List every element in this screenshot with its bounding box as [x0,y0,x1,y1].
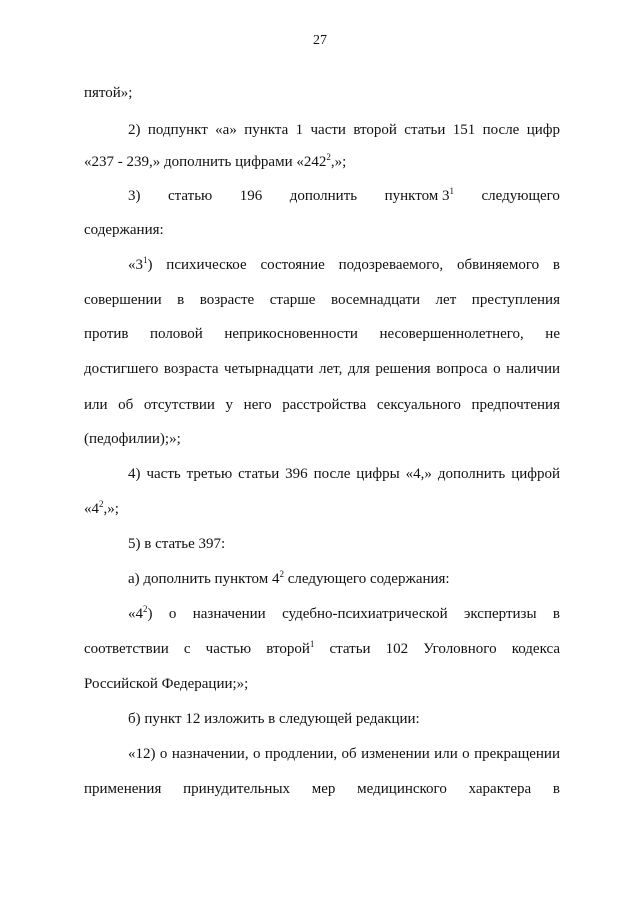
text-line-11 [84,429,560,449]
text-line-7 [84,290,560,310]
text-segment: следующего содержания: [284,571,450,587]
text-line-16 [128,604,560,624]
text-segment: соответствии с частью второй [84,641,310,657]
text-line-15 [128,569,560,589]
text-line-9 [84,359,560,379]
text-segment: статьи 102 Уголовного кодекса [314,641,560,657]
text-segment: 2) подпункт «а» пункта 1 части второй статьи 151 после цифр [128,122,560,138]
text-segment: ) о назначении судебно-психиатрической экспертизы в [147,606,560,622]
text-line-13 [84,499,560,519]
text-word: 3) [128,188,141,204]
text-segment: пятой»; [84,85,133,101]
text-segment: ,»; [330,154,347,170]
superscript: 1 [143,255,148,265]
text-segment: «12) о назначении, о продлении, об изменении или о прекращении [128,746,560,762]
text-segment: пунктом 3 [384,188,450,204]
text-segment: против половой неприкосновенности несовершеннолетнего, не [84,326,560,342]
superscript: 2 [143,604,148,614]
superscript: 1 [449,186,455,196]
text-line-12 [128,464,560,484]
text-segment: совершении в возрасте старше восемнадцати лет преступления [84,292,560,308]
text-segment: Российской Федерации;»; [84,676,249,692]
text-segment: применения принудительных мер медицинского характера в [84,781,560,797]
text-segment: ) психическое состояние подозреваемого, обвиняемого в [147,257,560,273]
superscript: 2 [326,152,331,162]
text-line-21 [84,779,560,799]
text-line-20 [128,744,560,764]
text-segment: «237 - 239,» дополнить цифрами «242 [84,154,327,170]
text-line-8 [84,324,560,344]
text-segment: или об отсутствии у него расстройства сексуального предпочтения [84,397,560,413]
text-word: следующего [481,188,560,204]
text-segment: достигшего возраста четырнадцати лет, для решения вопроса о наличии [84,361,560,377]
text-line-10 [84,395,560,415]
text-line-6 [128,255,560,275]
text-word [385,186,454,206]
text-line-18 [84,674,560,694]
text-segment: «3 [128,257,143,273]
text-word: статью [167,188,213,204]
text-line-1 [84,83,560,103]
text-segment: 4) часть третью статьи 396 после цифры «4,» дополнить цифрой [128,466,560,482]
superscript: 2 [99,499,104,509]
text-line-17 [84,639,560,659]
text-line-5 [84,220,560,240]
superscript: 1 [309,639,315,649]
text-segment: ,»; [103,501,119,517]
text-segment: «4 [128,606,143,622]
text-segment: а) дополнить пунктом 4 [128,571,280,587]
text-word: дополнить [289,188,358,204]
text-segment: б) пункт 12 изложить в следующей редакции: [128,711,420,727]
text-segment: содержания: [84,222,164,238]
text-word: 196 [239,188,263,204]
text-line-19 [128,709,560,729]
page-number: 27 [313,33,327,48]
text-line-14 [128,534,560,554]
text-line-2 [128,120,560,140]
superscript: 2 [279,569,285,579]
text-line-4 [128,186,560,206]
text-line-3 [84,152,560,172]
text-segment: 5) в статье 397: [128,536,226,552]
text-segment: «4 [84,501,99,517]
text-segment: (педофилии);»; [84,431,181,447]
